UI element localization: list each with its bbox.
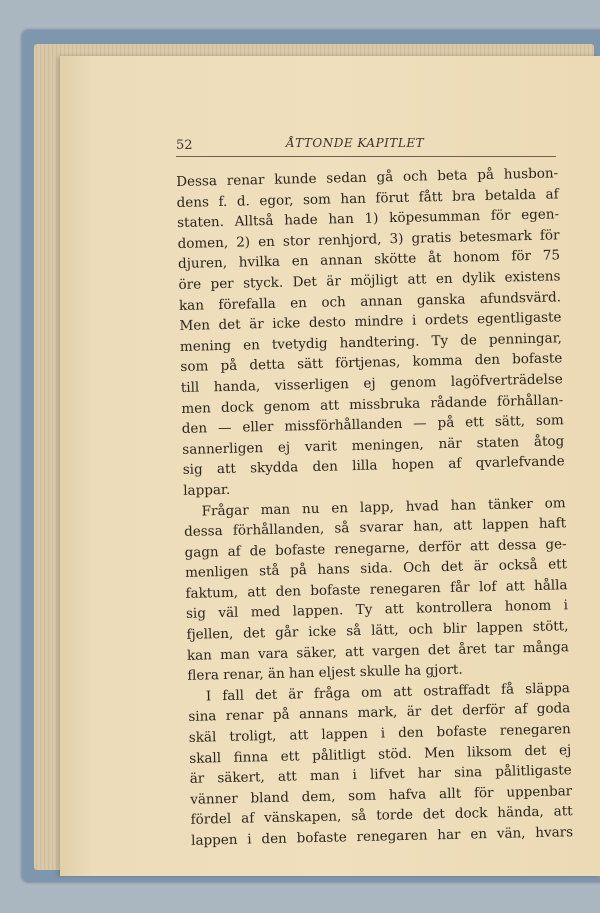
running-title: ÅTTONDE KAPITLET <box>286 136 425 150</box>
text-line: vänner bland dem, som hafva allt för uppenbar <box>190 782 573 808</box>
text-line: sannerligen ej varit meningen, när staten åtog <box>182 432 565 458</box>
page-number: 52 <box>176 138 193 153</box>
text-line: dessa förhållanden, så svarar han, att lappen haft <box>183 515 567 540</box>
text-line: gagn af de bofaste renegarne, derför att dessa ge- <box>184 535 567 561</box>
body-text <box>176 163 573 851</box>
text-line: skall finna ett pålitligt stöd. Men liksom det ej <box>189 741 572 767</box>
text-line: dens f. d. egor, som han förut fått bra betalda af <box>176 185 559 211</box>
text-line: flera renar, än han eljest skulle ha gjort. <box>187 661 463 685</box>
text-line: sig väl med lappen. Ty att kontrollera honom i <box>185 597 569 623</box>
text-line: fördel af vänskapen, så torde det dock hända, att <box>190 803 573 829</box>
text-line: staten. Alltså hade han 1) köpesumman för egen- <box>176 206 560 232</box>
text-line: I fall det är fråga om att ostraffadt få släppa <box>205 680 570 705</box>
text-line: till handa, visserligen ej genom lagöfverträdelse <box>180 371 563 396</box>
text-line: sina renar på annans mark, är det derför af goda <box>188 700 571 726</box>
text-line: skäl troligt, att lappen i den bofaste renegaren <box>188 721 571 746</box>
text-line: djuren, hvilka en annan skötte åt honom för 75 <box>177 247 561 273</box>
text-line: Frågar man nu en lapp, hvad han tänker om <box>201 494 566 520</box>
text-line: lappar. <box>183 481 231 499</box>
page-header <box>176 136 556 157</box>
text-line: Dessa renar kunde sedan gå och beta på husbon- <box>176 165 559 190</box>
text-line: faktum, att den bofaste renegaren får lof att hålla <box>185 577 568 602</box>
text-line: fjellen, det går icke så lätt, och blir lappen stött, <box>186 618 569 643</box>
text-line: domen, 2) en stor renhjord, 3) gratis betesmark för <box>177 227 560 252</box>
text-line: mening en tvetydig handtering. Ty de penningar, <box>179 330 563 355</box>
text-line: Men det är icke desto mindre i ordets egentligaste <box>179 309 562 335</box>
text-line: sig att skydda den lilla hopen af qvarlefvande <box>182 453 565 479</box>
text-line: kan man vara säker, att vargen det året tar många <box>186 638 570 664</box>
text-line: men dock genom att missbruka rådande förhållan- <box>181 391 564 417</box>
text-line: öre per styck. Det är möjligt att en dylik existens <box>178 268 561 293</box>
text-line: den — eller missförhållanden — på ett sätt, som <box>181 412 564 438</box>
text-line: som på detta sätt förtjenas, komma den bofaste <box>180 350 563 376</box>
text-line: kan förefalla en och annan ganska afundsvärd. <box>178 288 562 314</box>
text-line: lappen i den bofaste renegaren har en vän, hvars <box>190 824 574 849</box>
text-line: är säkert, att man i lifvet har sina pålitligaste <box>189 762 572 788</box>
text-line: menligen stå på hans sida. Och det är också ett <box>184 556 568 582</box>
